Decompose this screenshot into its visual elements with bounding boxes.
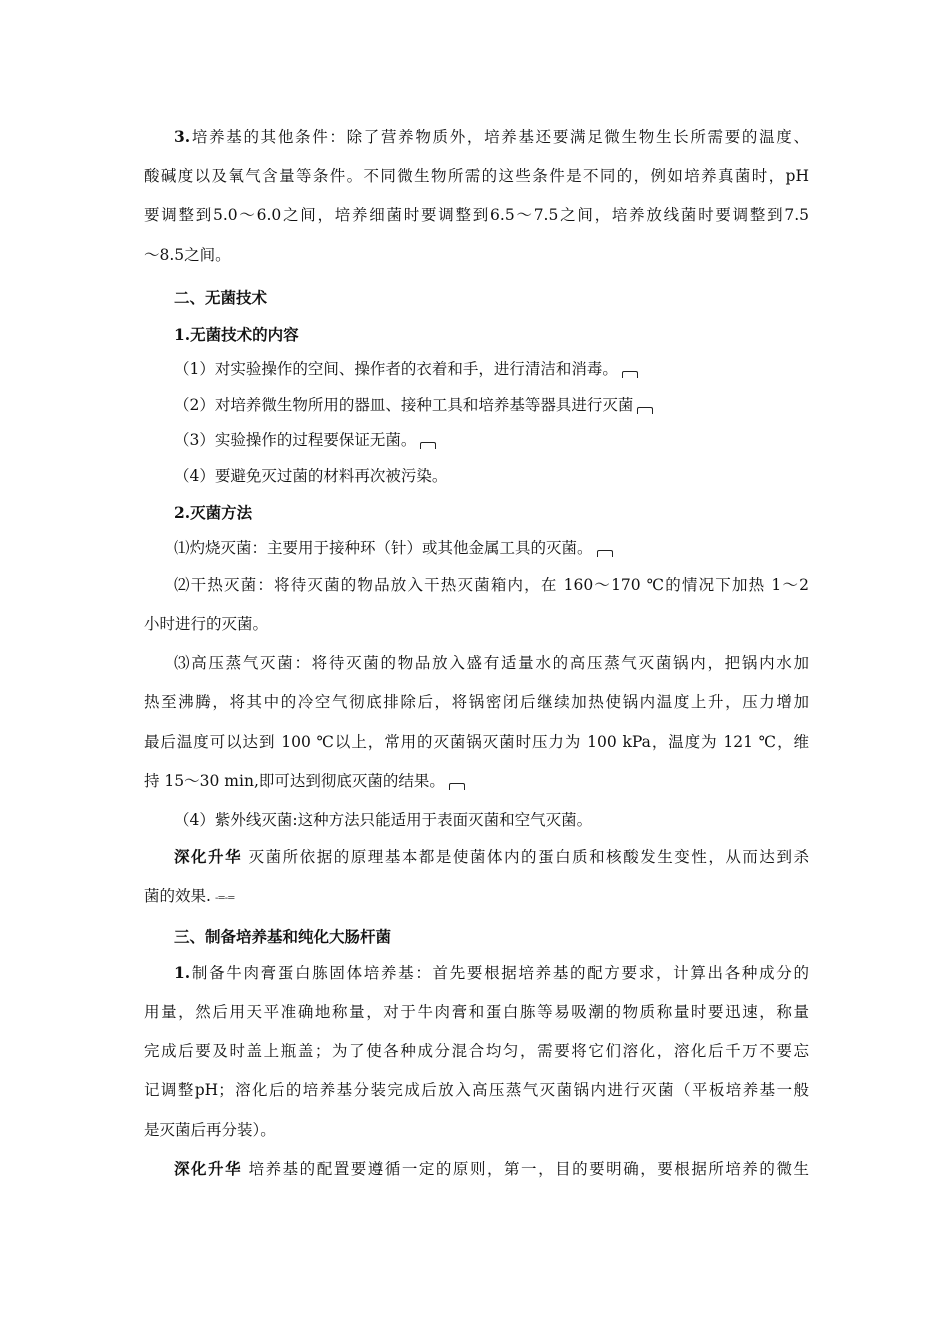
paragraph-line — [144, 769, 809, 793]
method-item — [174, 536, 809, 560]
text: 持 15～30 min,即可达到彻底灭菌的结果。 — [144, 772, 445, 790]
paragraph-line — [174, 1157, 809, 1181]
edit-mark-icon — [622, 371, 638, 378]
section-heading: 三、制备培养基和纯化大肠杆菌 — [174, 927, 392, 946]
text: 培养基的其他条件：除了营养物质外，培养基还要满足微生物生长所需要的温度、 — [190, 128, 809, 146]
paragraph-line — [144, 884, 809, 908]
paragraph-line: ～8.5之间。 — [144, 246, 231, 264]
edit-mark-icon — [449, 783, 465, 790]
highlight-label: 深化升华 — [174, 1159, 243, 1178]
subsection-heading: 1.无菌技术的内容 — [174, 325, 299, 344]
paragraph-line: 要调整到5.0～6.0之间，培养细菌时要调整到6.5～7.5之间，培养放线菌时要调整到7.5 — [144, 206, 809, 224]
edit-mark-icon — [420, 442, 436, 449]
list-item: （4）要避免灭过菌的材料再次被污染。 — [174, 467, 448, 485]
list-item — [174, 428, 809, 452]
text: 培养基的配置要遵循一定的原则，第一，目的要明确，要根据所培养的微生 — [248, 1160, 809, 1178]
squiggle-mark: -=-= — [214, 893, 235, 904]
paragraph-line — [174, 961, 809, 985]
paragraph-line: 用量，然后用天平准确地称量，对于牛肉膏和蛋白胨等易吸潮的物质称量时要迅速，称量 — [144, 1003, 809, 1021]
list-item — [174, 393, 809, 417]
paragraph-line: 是灭菌后再分装）。 — [144, 1121, 276, 1139]
item-number: 3. — [174, 127, 191, 146]
item-number: 1. — [174, 963, 191, 982]
paragraph-line: 完成后要及时盖上瓶盖；为了使各种成分混合均匀，需要将它们溶化，溶化后千万不要忘 — [144, 1042, 809, 1060]
text: （2）对培养微生物所用的器皿、接种工具和培养基等器具进行灭菌 — [174, 396, 634, 414]
text: 灭菌所依据的原理基本都是使菌体内的蛋白质和核酸发生变性，从而达到杀 — [248, 848, 809, 866]
paragraph-line — [174, 845, 809, 869]
edit-mark-icon — [637, 407, 653, 414]
text: （3）实验操作的过程要保证无菌。 — [174, 431, 417, 449]
paragraph-line: 酸碱度以及氧气含量等条件。不同微生物所需的这些条件是不同的，例如培养真菌时，pH — [144, 167, 809, 185]
section-heading: 二、无菌技术 — [174, 288, 268, 307]
paragraph-line: ⑶高压蒸气灭菌：将待灭菌的物品放入盛有适量水的高压蒸气灭菌锅内，把锅内水加 — [174, 654, 809, 672]
paragraph-line — [174, 125, 809, 149]
list-item — [174, 357, 809, 381]
paragraph-line: ⑵干热灭菌：将待灭菌的物品放入干热灭菌箱内，在 160～170 ℃的情况下加热 1～2 — [174, 576, 809, 594]
text: 菌的效果. — [144, 887, 211, 905]
text: 制备牛肉膏蛋白胨固体培养基：首先要根据培养基的配方要求，计算出各种成分的 — [190, 964, 809, 982]
method-item: （4）紫外线灭菌:这种方法只能适用于表面灭菌和空气灭菌。 — [174, 811, 593, 829]
paragraph-line: 热至沸腾，将其中的冷空气彻底排除后，将锅密闭后继续加热使锅内温度上升，压力增加 — [144, 693, 809, 711]
paragraph-line: 小时进行的灭菌。 — [144, 615, 269, 633]
text: ⑴灼烧灭菌：主要用于接种环（针）或其他金属工具的灭菌。 — [174, 539, 593, 557]
highlight-label: 深化升华 — [174, 847, 243, 866]
paragraph-line: 最后温度可以达到 100 ℃以上，常用的灭菌锅灭菌时压力为 100 kPa，温度为 121 ℃，维 — [144, 733, 809, 751]
edit-mark-icon — [597, 550, 613, 557]
subsection-heading: 2.灭菌方法 — [174, 503, 253, 522]
paragraph-line: 记调整pH；溶化后的培养基分装完成后放入高压蒸气灭菌锅内进行灭菌（平板培养基一般 — [144, 1081, 809, 1099]
text: （1）对实验操作的空间、操作者的衣着和手，进行清洁和消毒。 — [174, 360, 618, 378]
